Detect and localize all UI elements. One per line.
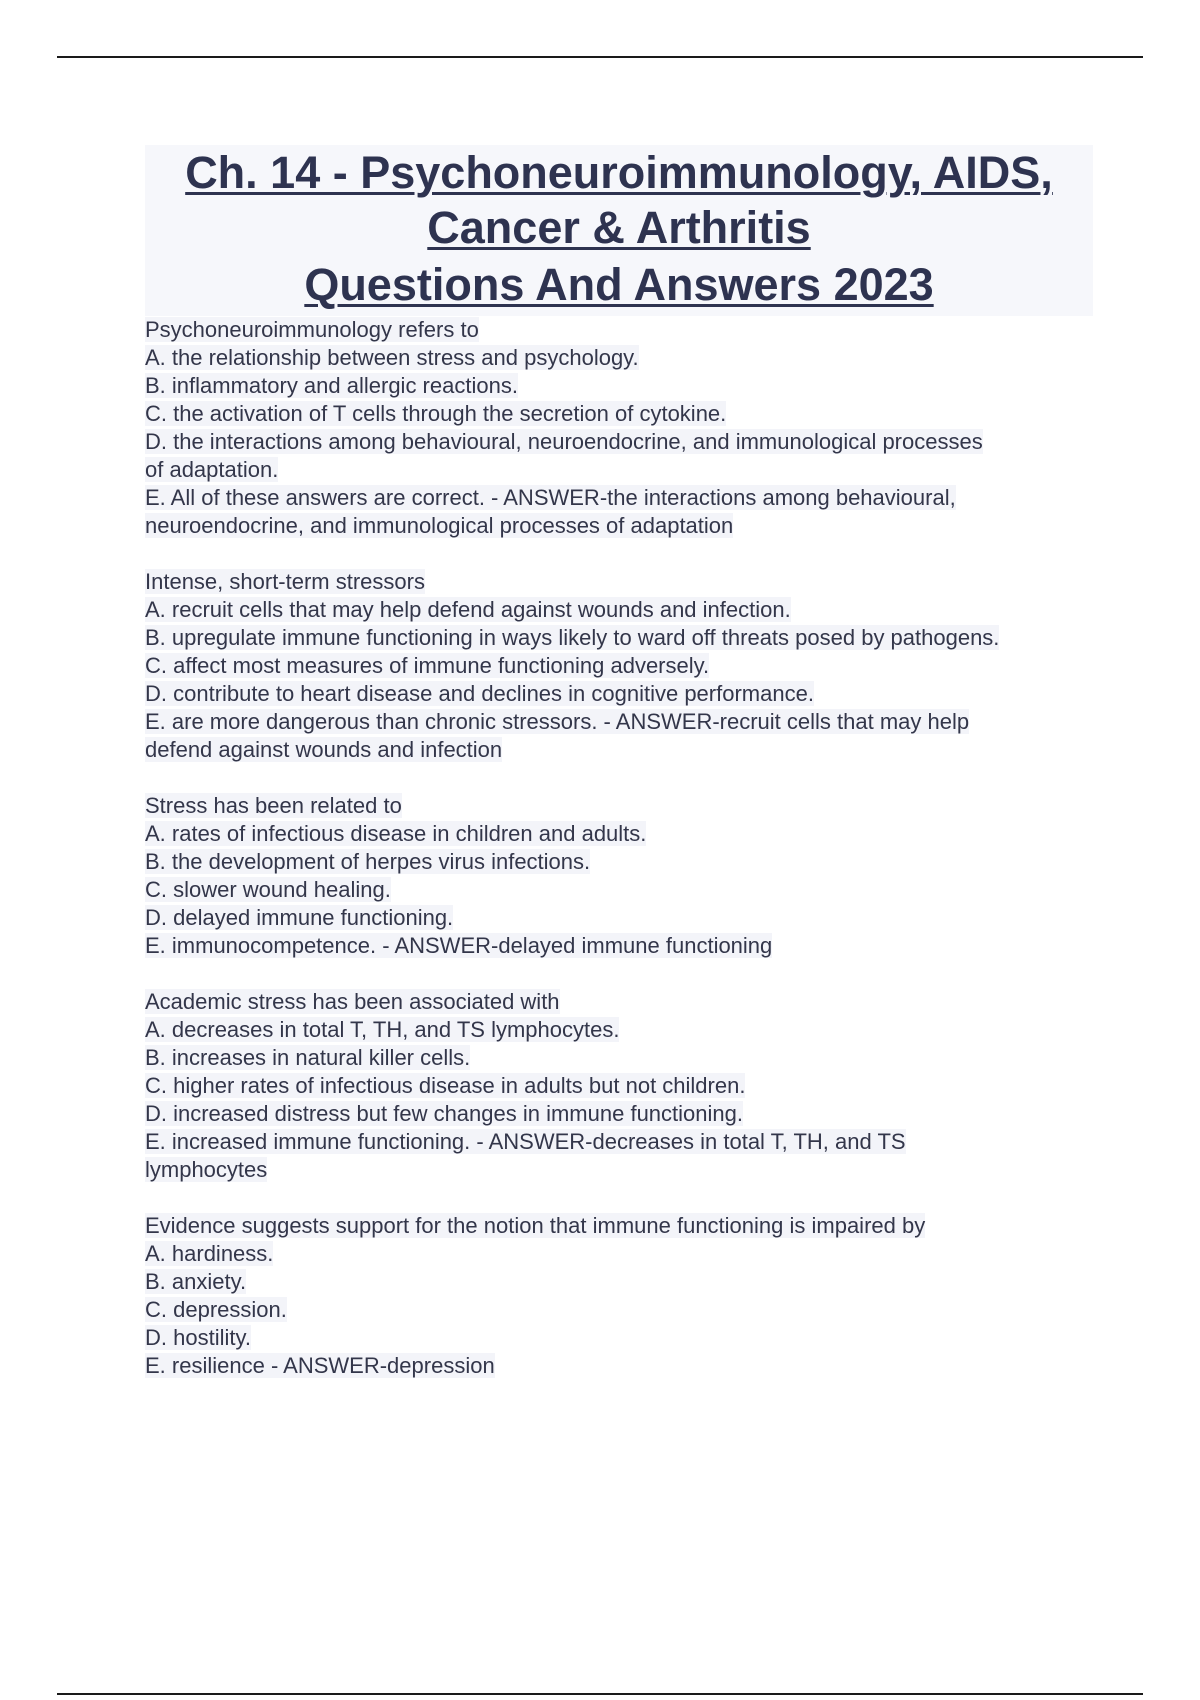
question-1-answer-cont: neuroendocrine, and immunological processes of adaptation — [145, 513, 734, 538]
question-5-option-e: E. resilience - ANSWER-depression — [145, 1353, 495, 1378]
question-2-stem: Intense, short-term stressors — [145, 569, 425, 594]
question-1-option-e: E. All of these answers are correct. - ANSWER-the interactions among behavioural, — [145, 485, 956, 510]
question-4 — [145, 988, 1093, 1184]
question-5-option-d: D. hostility. — [145, 1325, 251, 1350]
question-5 — [145, 1212, 1093, 1380]
question-2-option-c: C. affect most measures of immune functioning adversely. — [145, 653, 710, 678]
document-page — [145, 145, 1093, 1408]
question-2-option-a: A. recruit cells that may help defend against wounds and infection. — [145, 597, 791, 622]
question-2-option-b: B. upregulate immune functioning in ways likely to ward off threats posed by pathogens. — [145, 625, 1000, 650]
question-4-option-c: C. higher rates of infectious disease in adults but not children. — [145, 1073, 746, 1098]
question-5-option-a: A. hardiness. — [145, 1241, 274, 1266]
question-1-option-c: C. the activation of T cells through the secretion of cytokine. — [145, 401, 727, 426]
question-4-option-e: E. increased immune functioning. - ANSWER-decreases in total T, TH, and TS — [145, 1129, 906, 1154]
question-4-option-b: B. increases in natural killer cells. — [145, 1045, 471, 1070]
question-3-option-e: E. immunocompetence. - ANSWER-delayed immune functioning — [145, 933, 773, 958]
question-1-stem: Psychoneuroimmunology refers to — [145, 317, 479, 342]
question-1-option-b: B. inflammatory and allergic reactions. — [145, 373, 518, 398]
question-5-stem: Evidence suggests support for the notion that immune functioning is impaired by — [145, 1213, 926, 1238]
question-4-option-d: D. increased distress but few changes in immune functioning. — [145, 1101, 743, 1126]
question-4-answer-cont: lymphocytes — [145, 1157, 268, 1182]
title-line-2: Cancer & Arthritis — [427, 202, 811, 253]
question-list — [145, 316, 1093, 1380]
question-2-answer-cont: defend against wounds and infection — [145, 737, 503, 762]
document-title — [145, 145, 1093, 316]
question-3 — [145, 792, 1093, 960]
question-1-option-d: D. the interactions among behavioural, neuroendocrine, and immunological processes — [145, 429, 983, 454]
question-2-option-d: D. contribute to heart disease and declines in cognitive performance. — [145, 681, 814, 706]
title-line-1: Ch. 14 - Psychoneuroimmunology, AIDS, — [185, 147, 1053, 198]
question-4-option-a: A. decreases in total T, TH, and TS lymphocytes. — [145, 1017, 620, 1042]
question-3-option-b: B. the development of herpes virus infections. — [145, 849, 591, 874]
question-4-stem: Academic stress has been associated with — [145, 989, 560, 1014]
top-rule — [57, 56, 1143, 58]
question-2-option-e: E. are more dangerous than chronic stressors. - ANSWER-recruit cells that may help — [145, 709, 970, 734]
question-3-option-c: C. slower wound healing. — [145, 877, 391, 902]
question-1 — [145, 316, 1093, 540]
question-1-option-d-cont: of adaptation. — [145, 457, 279, 482]
question-2 — [145, 568, 1093, 764]
question-3-option-a: A. rates of infectious disease in children and adults. — [145, 821, 647, 846]
question-5-option-c: C. depression. — [145, 1297, 287, 1322]
question-5-option-b: B. anxiety. — [145, 1269, 247, 1294]
question-1-option-a: A. the relationship between stress and psychology. — [145, 345, 639, 370]
question-3-stem: Stress has been related to — [145, 793, 402, 818]
title-line-3: Questions And Answers 2023 — [304, 259, 934, 310]
question-3-option-d: D. delayed immune functioning. — [145, 905, 454, 930]
bottom-rule — [57, 1693, 1143, 1695]
